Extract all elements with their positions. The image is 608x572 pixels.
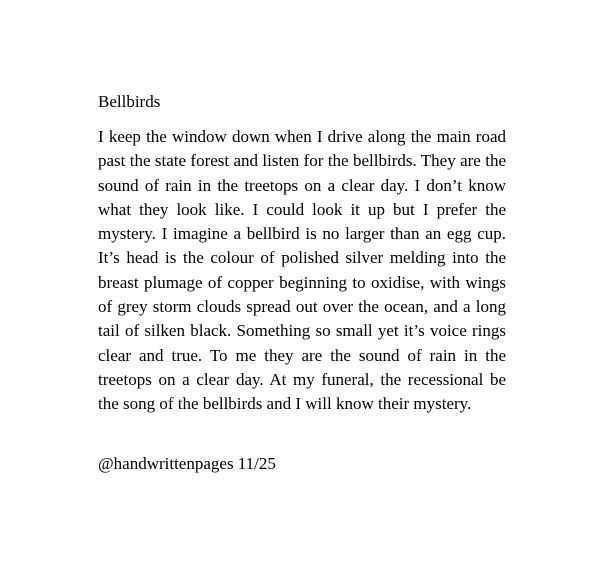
poem-title: Bellbirds	[98, 92, 161, 111]
author-signature: @handwrittenpages 11/25	[98, 454, 276, 473]
poem-body: I keep the window down when I drive along the main road past the state forest and listen for the bellbirds. They are the sound of rain in the treetops on a clear day. I don’t know what they look like. I could look it up but I prefer the mystery. I imagine a bellbird is no larger than an egg cup. It’s head is the colour of polished silver melding into the breast plumage of copper beginning to oxidise, with wings of grey storm clouds spread out over the ocean, and a long tail of silken black. Something so small yet it’s voice rings clear and true. To me they are the sound of rain in the treetops on a clear day. At my funeral, the recessional be the song of the bellbirds and I will know their mystery.	[98, 127, 506, 414]
